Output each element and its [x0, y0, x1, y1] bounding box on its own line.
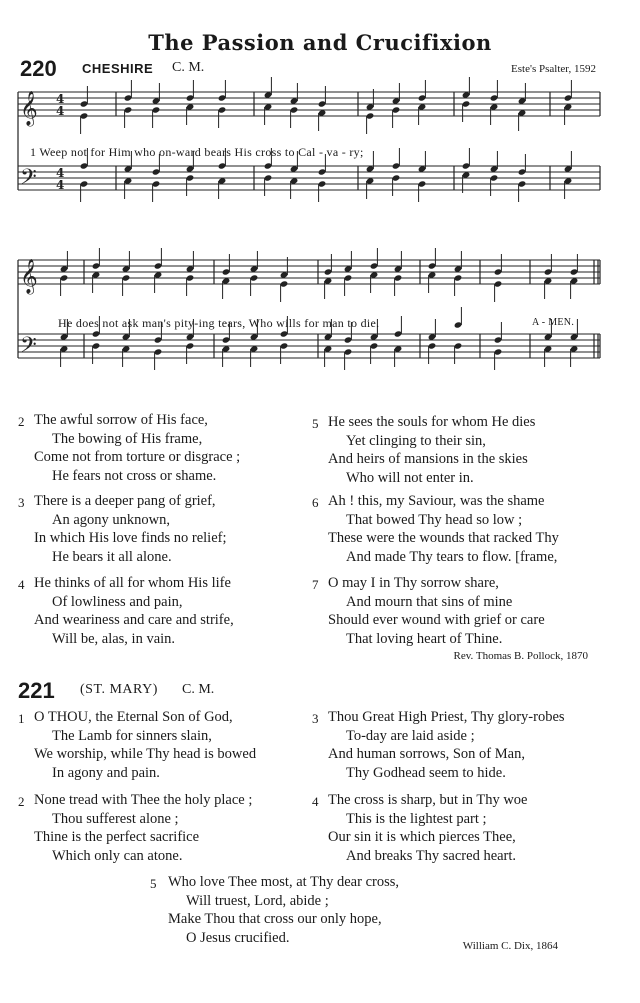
verse-line: O may I in Thy sorrow share,: [328, 575, 499, 591]
verse-line: And made Thy tears to flow. [frame,: [346, 548, 558, 565]
treble-clef-icon: 𝄞: [20, 259, 38, 294]
verse-line: The awful sorrow of His face,: [34, 412, 208, 428]
verse-line: Thou sufferest alone ;: [52, 810, 179, 827]
verse-line: O THOU, the Eternal Son of God,: [34, 709, 233, 725]
verse-line: Of lowliness and pain,: [52, 593, 183, 610]
verse-number: 5: [312, 416, 319, 431]
hymn-220-author: Rev. Thomas B. Pollock, 1870: [453, 650, 588, 662]
treble-clef-icon: 𝄞: [20, 91, 38, 126]
verse-number: 6: [312, 495, 319, 510]
verse-number: 4: [312, 794, 319, 809]
verse-line: He fears not cross or shame.: [52, 467, 217, 484]
verse-line: Ah ! this, my Saviour, was the shame: [328, 493, 545, 509]
page-title: The Passion and Crucifixion: [148, 30, 492, 55]
verse-line: Yet clinging to their sin,: [346, 432, 486, 449]
verse-number: 3: [18, 495, 25, 510]
verse-line: We worship, while Thy head is bowed: [34, 746, 257, 762]
time-signature: 4: [56, 166, 65, 180]
verse-line: Thy Godhead seem to hide.: [346, 764, 506, 781]
verse-line: To-day are laid aside ;: [346, 727, 475, 744]
verse-line: That loving heart of Thine.: [346, 630, 503, 647]
verse-line: Who love Thee most, at Thy dear cross,: [168, 874, 400, 890]
verse-number: 4: [18, 577, 25, 592]
bass-clef-icon: 𝄢: [20, 165, 37, 195]
verse-line: An agony unknown,: [52, 511, 171, 528]
verse-line: He bears it all alone.: [52, 548, 172, 565]
lyrics-line-1: 1 Weep not for Him who on-ward bears His cross to Cal - va - ry;: [30, 145, 364, 159]
hymn-221-tune: (ST. MARY): [80, 682, 158, 697]
verse-number: 3: [312, 711, 319, 726]
hymn-221-author: William C. Dix, 1864: [462, 940, 558, 952]
verse-line: Will be, alas, in vain.: [52, 630, 176, 647]
verse-line: And weariness and care and strife,: [34, 612, 234, 628]
hymn-221-number: 221: [18, 678, 55, 703]
hymn-221-meter: C. M.: [182, 682, 215, 697]
hymn-220-tune: CHESHIRE: [82, 61, 154, 76]
verse-number: 2: [18, 794, 25, 809]
verse-line: Thou Great High Priest, Thy glory-robes: [328, 709, 565, 725]
verse-line: Should ever wound with grief or care: [328, 612, 545, 628]
verse-number: 1: [18, 711, 25, 726]
verse-line: Come not from torture or disgrace ;: [34, 449, 241, 465]
verse-line: That bowed Thy head so low ;: [346, 511, 523, 528]
verse-line: And mourn that sins of mine: [346, 593, 513, 610]
verse-line: And human sorrows, Son of Man,: [328, 746, 525, 762]
staff: [18, 260, 600, 284]
hymn-220-source: Este's Psalter, 1592: [511, 63, 596, 75]
verse-line: Make Thou that cross our only hope,: [168, 911, 382, 927]
verse-line: There is a deeper pang of grief,: [34, 493, 216, 509]
verse-line: He thinks of all for whom His life: [34, 575, 231, 591]
verse-line: Who will not enter in.: [346, 469, 474, 486]
verse-line: None tread with Thee the holy place ;: [34, 792, 253, 808]
verse-line: The cross is sharp, but in Thy woe: [328, 792, 528, 808]
bass-clef-icon: 𝄢: [20, 333, 37, 363]
staff: [18, 92, 600, 116]
verse-line: Which only can atone.: [52, 847, 183, 864]
verse-line: Thine is the perfect sacrifice: [34, 829, 200, 845]
verse-line: The bowing of His frame,: [52, 430, 203, 447]
verse-number: 2: [18, 414, 25, 429]
verse-number: 5: [150, 876, 157, 891]
verse-number: 7: [312, 577, 319, 592]
verse-line: In agony and pain.: [52, 764, 160, 781]
verse-line: In which His love finds no relief;: [34, 530, 227, 546]
staff: [18, 166, 600, 190]
time-signature: 4: [56, 92, 65, 106]
lyrics-line-2: He does not ask man's pity-ing tears, Who wills for man to die.: [58, 316, 380, 330]
amen-text: A - MEN.: [532, 317, 575, 328]
time-signature: 4: [56, 178, 65, 192]
verse-line: This is the lightest part ;: [346, 810, 487, 827]
verse-line: He sees the souls for whom He dies: [328, 414, 536, 430]
time-signature: 4: [56, 104, 65, 118]
verse-line: O Jesus crucified.: [186, 929, 290, 946]
verse-line: Will truest, Lord, abide ;: [186, 892, 329, 909]
hymn-220-number: 220: [20, 56, 57, 81]
verse-line: Our sin it is which pierces Thee,: [328, 829, 516, 845]
verse-line: And heirs of mansions in the skies: [328, 451, 528, 467]
verse-line: The Lamb for sinners slain,: [52, 727, 212, 744]
verse-line: These were the wounds that racked Thy: [328, 530, 559, 546]
verse-line: And breaks Thy sacred heart.: [346, 847, 517, 864]
hymn-220-meter: C. M.: [172, 60, 205, 75]
staff: [18, 334, 600, 358]
